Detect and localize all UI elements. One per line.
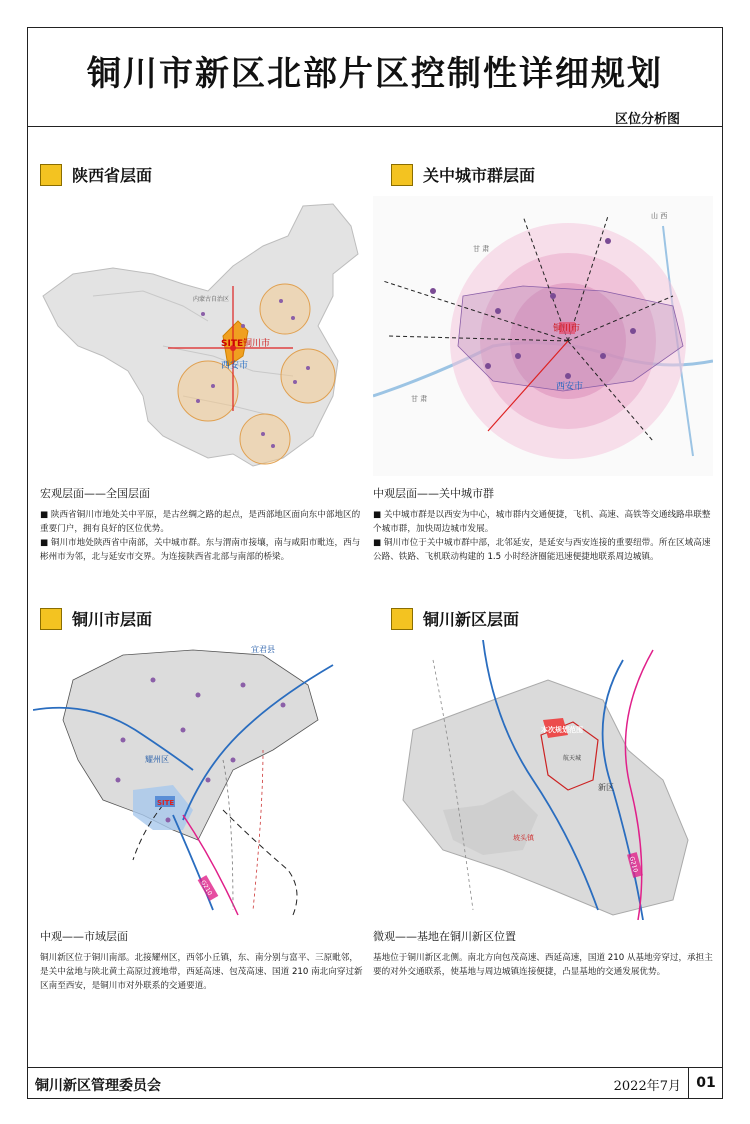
section-description bbox=[40, 951, 366, 993]
map-road-label: G210 bbox=[627, 855, 639, 874]
description-bullet: ■ 陕西省铜川市地处关中平原，是古丝绸之路的起点，是西部地区面向东中部地区的重要门户，拥有良好的区位优势。 bbox=[40, 510, 361, 534]
section-heading-label: 铜川市层面 bbox=[72, 610, 153, 629]
map-area-label: 航天城 bbox=[563, 755, 582, 762]
description-bullet: 铜川新区位于铜川南部。北接耀州区，西邻小丘镇，东、南分别与富平、三原毗邻，是关中盆地与陕北黄土高原过渡地带，西延高速、包茂高速、国道 210 南北向穿过新区南至西安，是铜川市对外联系的交通要道。 bbox=[40, 953, 363, 991]
map-site-label: SITE bbox=[157, 799, 175, 807]
map-road-label: G210 bbox=[199, 879, 214, 897]
map-city-label: 铜川市 bbox=[553, 324, 581, 334]
section-caption: 宏观层面——全国层面 bbox=[40, 487, 150, 500]
section-heading-newdistrict bbox=[391, 607, 519, 630]
map-tongchuan-city bbox=[33, 640, 363, 920]
section-heading-city bbox=[40, 607, 152, 630]
description-bullet: ■ 铜川市地处陕西省中南部，关中城市群。东与渭南市接壤，南与咸阳市毗连，西与彬州市为邻，北与延安市交界。为连接陕西省北部与南部的桥梁。 bbox=[40, 538, 361, 562]
section-heading-label: 陕西省层面 bbox=[72, 166, 153, 185]
description-bullet: ■ 铜川市位于关中城市群中部，北邻延安，是延安与西安连接的重要纽带。所在区域高速公路、铁路、飞机联动构建的 1.5 小时经济圈能迅速便捷地联系周边城镇。 bbox=[373, 538, 711, 562]
yellow-square-icon bbox=[391, 608, 413, 630]
map-region-label: 山 西 bbox=[651, 212, 668, 220]
page-title: 铜川市新区北部片区控制性详细规划 bbox=[87, 54, 663, 94]
yellow-square-icon bbox=[391, 164, 413, 186]
map-capital-label: 西安市 bbox=[556, 382, 584, 392]
map-region-label: 甘 肃 bbox=[473, 245, 490, 253]
description-bullet: ■ 关中城市群是以西安为中心，城市群内交通便捷，飞机、高速、高铁等交通线路串联整个城市群，加快周边城市发展。 bbox=[373, 510, 711, 534]
map-site-label: 本次规划范围 bbox=[541, 726, 583, 734]
section-description bbox=[40, 508, 366, 564]
section-heading-label: 铜川新区层面 bbox=[423, 610, 520, 629]
footer bbox=[27, 1067, 723, 1099]
page-subtitle: 区位分析图 bbox=[614, 112, 680, 127]
map-province-label: 内蒙古自治区 bbox=[193, 296, 230, 303]
section-caption: 微观——基地在铜川新区位置 bbox=[373, 930, 516, 943]
page-number: 01 bbox=[688, 1068, 723, 1099]
yellow-square-icon bbox=[40, 164, 62, 186]
yellow-square-icon bbox=[40, 608, 62, 630]
map-capital-label: 西安市 bbox=[221, 361, 249, 371]
header-divider bbox=[27, 126, 723, 127]
section-heading-cluster bbox=[391, 163, 535, 186]
map-county-label: 宜君县 bbox=[251, 645, 275, 654]
map-region-label: 甘 肃 bbox=[411, 395, 428, 403]
map-town-label: 坡头镇 bbox=[513, 834, 534, 842]
map-guanzhong bbox=[373, 196, 713, 476]
map-city-label: 铜川市 bbox=[243, 339, 271, 349]
map-district-label: 耀州区 bbox=[145, 755, 169, 764]
section-caption: 中观层面——关中城市群 bbox=[373, 487, 494, 500]
map-site-label: SITE bbox=[221, 339, 244, 349]
section-heading-province bbox=[40, 163, 152, 186]
section-description bbox=[373, 508, 713, 564]
description-bullet: 基地位于铜川新区北侧。南北方向包茂高速、西延高速，国道 210 从基地旁穿过，承担主要的对外交通联系，使基地与周边城镇连接便捷，凸显基地的交通发展优势。 bbox=[373, 953, 713, 977]
map-china bbox=[33, 196, 363, 476]
section-heading-label: 关中城市群层面 bbox=[423, 166, 536, 185]
footer-org: 铜川新区管理委员会 bbox=[35, 1078, 161, 1094]
section-description bbox=[373, 951, 713, 979]
section-caption: 中观——市域层面 bbox=[40, 930, 128, 943]
footer-date: 2022年7月 bbox=[613, 1079, 681, 1094]
map-new-district bbox=[373, 640, 713, 920]
map-district-label: 新区 bbox=[598, 783, 614, 792]
